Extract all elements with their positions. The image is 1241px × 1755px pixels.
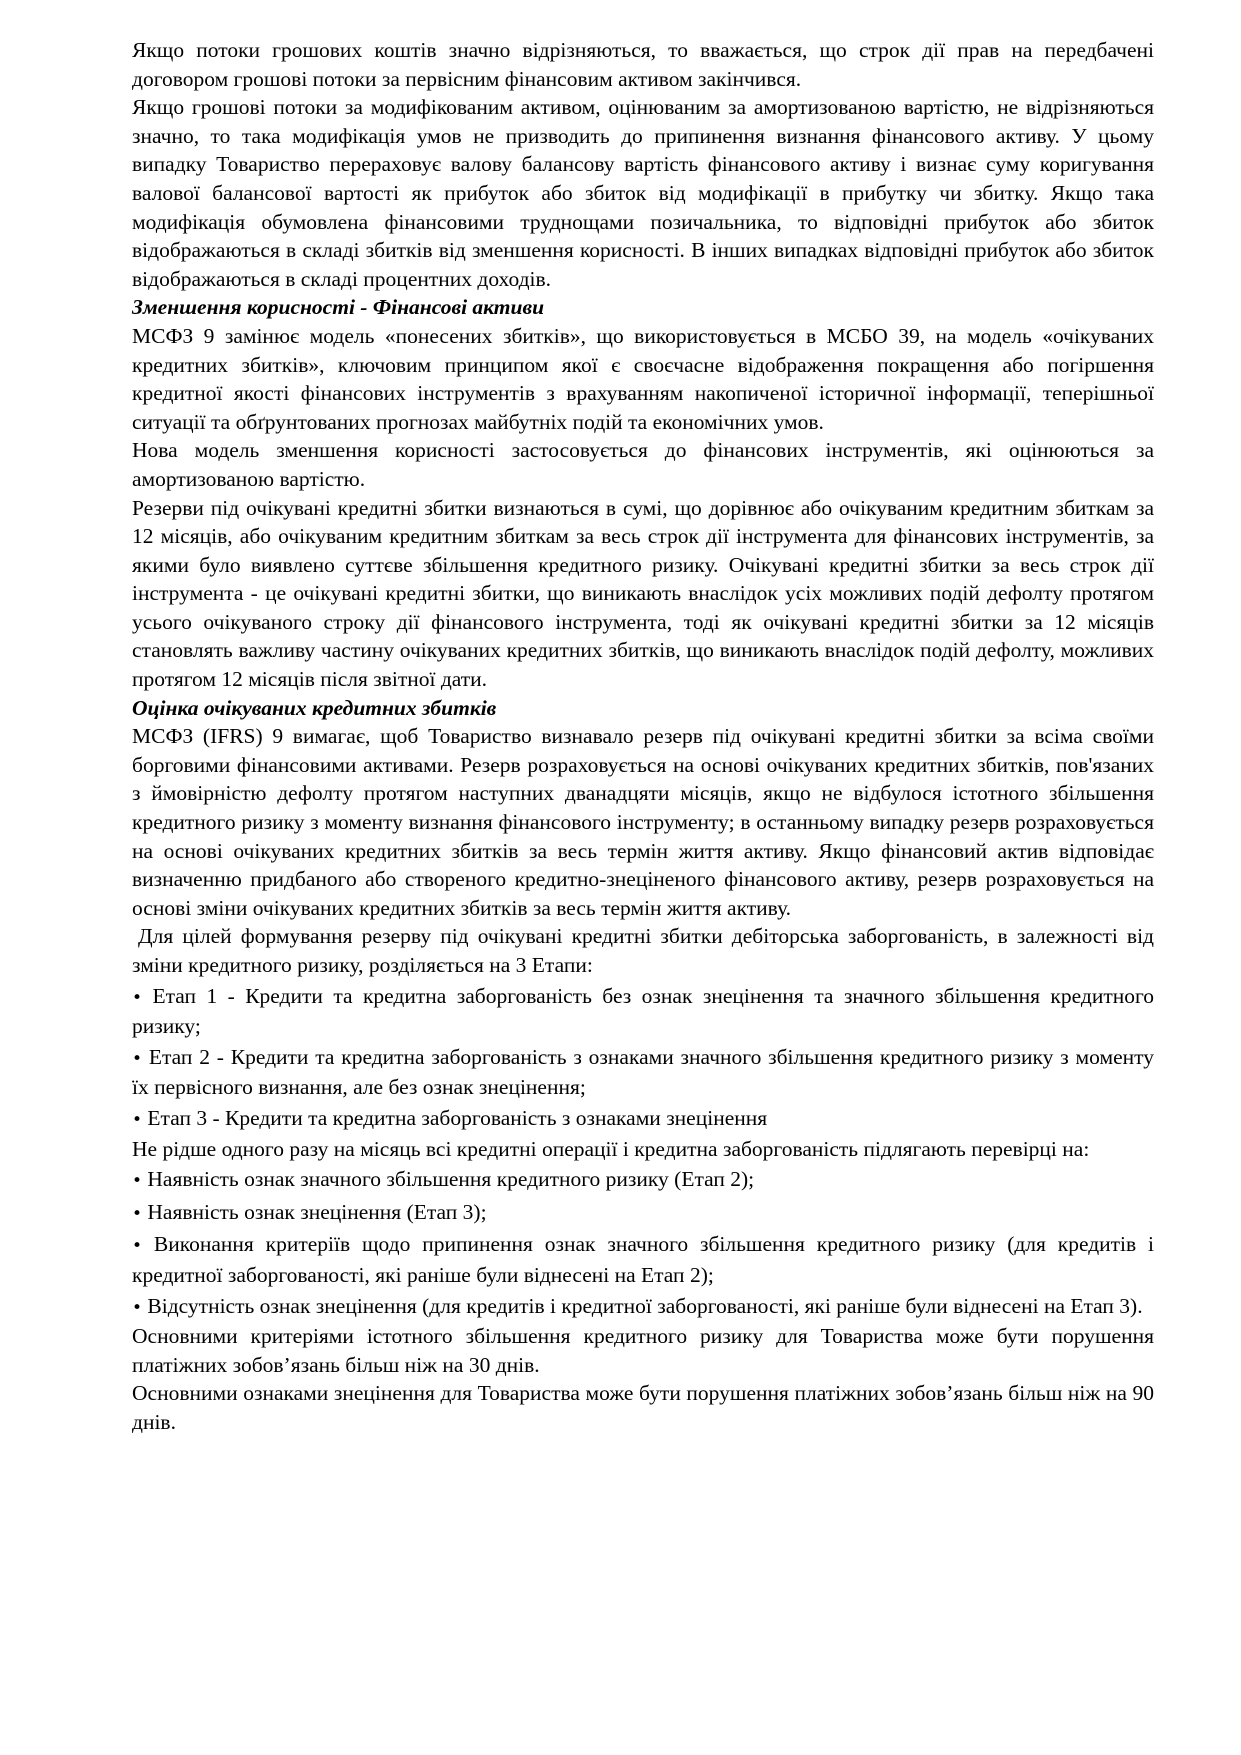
paragraph-stages-intro: Для цілей формування резерву під очікувані кредитні збитки дебіторська заборгованість, в залежності від зміни кредитного ризику, розділяється на 3 Етапи: — [132, 924, 1154, 977]
bullet-icon: • — [132, 1048, 143, 1069]
bullet-icon: • — [132, 1236, 143, 1257]
list-item-check-impairment — [132, 1198, 1154, 1229]
bullet-icon: • — [132, 1203, 143, 1224]
paragraph-reserves: Резерви під очікувані кредитні збитки визнаються в сумі, що дорівнює або очікуваним кредитним збиткам за 12 місяців, або очікуваним кредитним збиткам за весь строк дії інструмента для фінансових інструментів, за якими було виявлено суттєве збільшення кредитного ризику. Очікувані кредитні збитки за весь строк дії інструмента - це очікувані кредитні збитки, що виникають внаслідок усіх можливих подій дефолту протягом усього очікуваного строку дії фінансового інструмента, тоді як очікувані кредитні збитки за 12 місяців становлять важливу частину очікуваних кредитних збитків, що виникають внаслідок подій дефолту, можливих протягом 12 місяців після звітної дати. — [132, 495, 1154, 692]
document-page — [132, 36, 1154, 1437]
paragraph-criteria-30-days: Основними критеріями істотного збільшення кредитного ризику для Товариства може бути порушення платіжних зобов’язань більш ніж на 30 днів. — [132, 1324, 1154, 1377]
paragraph-ifrs9-model: МСФЗ 9 замінює модель «понесених збитків», що використовується в МСБО 39, на модель «очікуваних кредитних збитків», ключовим принципом якої є своєчасне відображення покращення або погіршення кредитної якості фінансових інструментів з врахуванням накопиченої історичної інформації, теперішньої ситуації та обґрунтованих прогнозах майбутніх подій та економічних умов. — [132, 323, 1154, 434]
list-item-text: Відсутність ознак знецінення (для кредитів і кредитної заборгованості, які раніше були віднесені на Етап 3). — [147, 1293, 1143, 1318]
heading-ecl-assessment: Оцінка очікуваних кредитних збитків — [132, 695, 497, 720]
list-item-text: Етап 1 - Кредити та кредитна заборгованість без ознак знецінення та значного збільшення кредитного ризику; — [132, 983, 1155, 1039]
list-item-text: Етап 3 - Кредити та кредитна заборгованість з ознаками знецінення — [147, 1105, 768, 1130]
list-item-text: Наявність ознак знецінення (Етап 3); — [147, 1199, 487, 1224]
list-item-text: Виконання критеріїв щодо припинення ознак значного збільшення кредитного ризику (для кредитів і кредитної заборгованості, які раніше були віднесені на Етап 2); — [132, 1232, 1154, 1287]
list-item-check-increase — [132, 1165, 1154, 1196]
bullet-icon: • — [132, 987, 143, 1008]
bullet-icon: • — [132, 1171, 143, 1192]
list-item-check-absence — [132, 1292, 1154, 1323]
paragraph-modification: Якщо грошові потоки за модифікованим активом, оцінюваним за амортизованою вартістю, не відрізняються значно, то така модифікація умов не призводить до припинення визнання фінансового активу. У цьому випадку Товариство перераховує валову балансову вартість фінансового активу і визнає суму коригування валової балансової вартості як прибуток або збиток від модифікації в прибутку чи збитку. Якщо така модифікація обумовлена фінансовими труднощами позичальника, то відповідні прибуток або збиток відображаються в складі збитків від зменшення корисності. В інших випадках відповідні прибуток або збиток відображаються в складі процентних доходів. — [132, 95, 1154, 291]
bullet-icon: • — [132, 1109, 143, 1130]
bullet-icon: • — [132, 1297, 143, 1318]
paragraph-new-model: Нова модель зменшення корисності застосовується до фінансових інструментів, які оцінюються за амортизованою вартістю. — [132, 438, 1154, 491]
list-item-check-criteria — [132, 1230, 1154, 1289]
list-item-stage-2 — [132, 1043, 1154, 1102]
list-item-text: Етап 2 - Кредити та кредитна заборгованість з ознаками значного збільшення кредитного ризику з моменту їх первісного визнання, але без ознак знецінення; — [132, 1044, 1154, 1100]
paragraph-criteria-90-days: Основними ознаками знецінення для Товариства може бути порушення платіжних зобов’язань більш ніж на 90 днів. — [132, 1381, 1154, 1434]
heading-impairment: Зменшення корисності - Фінансові активи — [132, 295, 545, 320]
paragraph-monthly-check: Не рідше одного разу на місяць всі кредитні операції і кредитна заборгованість підлягають перевірці на: — [132, 1136, 1090, 1161]
paragraph-cashflow-differ: Якщо потоки грошових коштів значно відрізняються, то вважається, що строк дії прав на передбачені договором грошові потоки за первісним фінансовим активом закінчився. — [132, 38, 1154, 91]
list-item-text: Наявність ознак значного збільшення кредитного ризику (Етап 2); — [147, 1167, 755, 1192]
paragraph-ifrs9-requires: МСФЗ (IFRS) 9 вимагає, щоб Товариство визнавало резерв під очікувані кредитні збитки за всіма своїми борговими фінансовими активами. Резерв розраховується на основі очікуваних кредитних збитків, пов'язаних з ймовірністю дефолту протягом наступних дванадцяти місяців, якщо не відбулося істотного збільшення кредитного ризику з моменту визнання фінансового інструменту; в останньому випадку резерв розраховується на основі очікуваних кредитних збитків за весь термін життя активу. Якщо фінансовий актив відповідає визначенню придбаного або створеного кредитно-знеціненого фінансового активу, резерв розраховується на основі зміни очікуваних кредитних збитків за весь термін життя активу. — [132, 724, 1154, 920]
list-item-stage-3 — [132, 1104, 1154, 1135]
list-item-stage-1 — [132, 982, 1154, 1041]
